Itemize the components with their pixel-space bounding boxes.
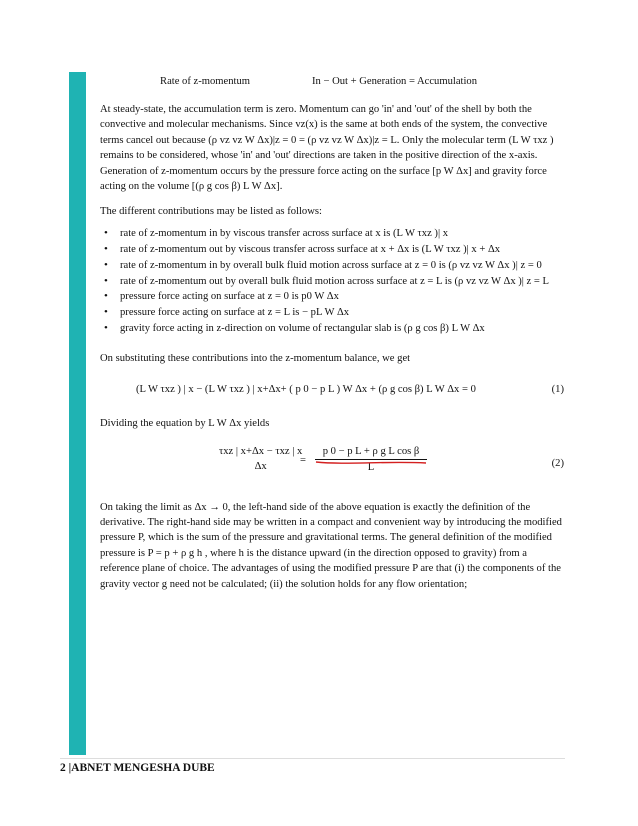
page-footer: 2 |ABNET MENGESHA DUBE: [60, 762, 215, 774]
equation-2-equals: =: [300, 454, 306, 466]
list-item: • pressure force acting on surface at z = L is − pL W Δx: [100, 305, 562, 320]
list-item: • rate of z-momentum in by overall bulk fluid motion across surface at z = 0 is (ρ vz vz W Δx )| z = 0: [100, 258, 562, 273]
page-content: [100, 74, 562, 592]
footer-divider: [60, 758, 565, 759]
balance-header: [100, 74, 562, 92]
red-annotation-underline: [315, 460, 427, 466]
balance-header-right: In − Out + Generation = Accumulation: [312, 76, 478, 87]
equation-2-rhs-denominator: L: [367, 461, 375, 473]
paragraph-steady-state: At steady-state, the accumulation term is zero. Momentum can go 'in' and 'out' of the shell by both the convective and molecular mechanisms. Since vz(x) is the same at both ends of the system, the convective terms cancel out because (ρ vz vz W Δx)|z = 0 = (ρ vz vz W Δx)|z = L. Only the molecular term (L W τxz ) remains to be considered, whose 'in' and 'out' directions are taken in the positive direction of the x-axis. Generation of z-momentum occurs by the pressure force acting on the surface [p W Δx] and gravity force acting on the volume [(ρ g cos β) L W Δx].: [100, 104, 554, 193]
equation-2-rhs-numerator: p 0 − p L + ρ g L cos β: [315, 444, 427, 460]
paragraph-substituting: On substituting these contributions into the z-momentum balance, we get: [100, 352, 411, 364]
equation-2-lhs-denominator: Δx: [254, 460, 267, 472]
accent-bar: [69, 72, 86, 755]
balance-header-left: Rate of z-momentum: [160, 76, 251, 87]
paragraph-limit: On taking the limit as Δx → 0, the left-hand side of the above equation is exactly the definition of the derivative. The right-hand side may be written in a compact and convenient way by introducing the modified pressure P, which is the sum of the pressure and gravitational terms. The general definition of the modified pressure is P = p + ρ g h , where h is the distance upward (in the direction opposed to gravity) from a reference plane of choice. The advantages of using the modified pressure P are that (i) the components of the gravity vector g need not be calculated; (ii) the solution holds for any flow orientation;: [100, 501, 562, 590]
list-item: • rate of z-momentum out by viscous transfer across surface at x + Δx is (L W τxz )| x + Δx: [100, 242, 562, 257]
list-item: • pressure force acting on surface at z = 0 is p0 W Δx: [100, 289, 562, 304]
equation-1: [100, 382, 562, 406]
equation-1-number: (1): [551, 384, 564, 396]
equation-2-number: (2): [551, 457, 564, 469]
list-item: • rate of z-momentum out by overall bulk fluid motion across surface at z = L is (ρ vz vz W Δx )| z = L: [100, 274, 562, 289]
equation-2: [100, 444, 562, 490]
equation-1-expression: (L W τxz ) | x − (L W τxz ) | x+Δx+ ( p 0 − p L ) W Δx + (ρ g cos β) L W Δx = 0: [136, 384, 476, 396]
equation-2-lhs: [219, 444, 302, 475]
paragraph-dividing: Dividing the equation by L W Δx yields: [100, 418, 270, 430]
equation-2-lhs-numerator: τxz | x+Δx − τxz | x: [219, 445, 303, 457]
list-item: • gravity force acting in z-direction on volume of rectangular slab is (ρ g cos β) L W Δx: [100, 321, 562, 336]
list-item: • rate of z-momentum in by viscous transfer across surface at x is (L W τxz )| x: [100, 226, 562, 241]
paragraph-contributions-intro: The different contributions may be listed as follows:: [100, 206, 322, 218]
contribution-list: [100, 226, 562, 337]
